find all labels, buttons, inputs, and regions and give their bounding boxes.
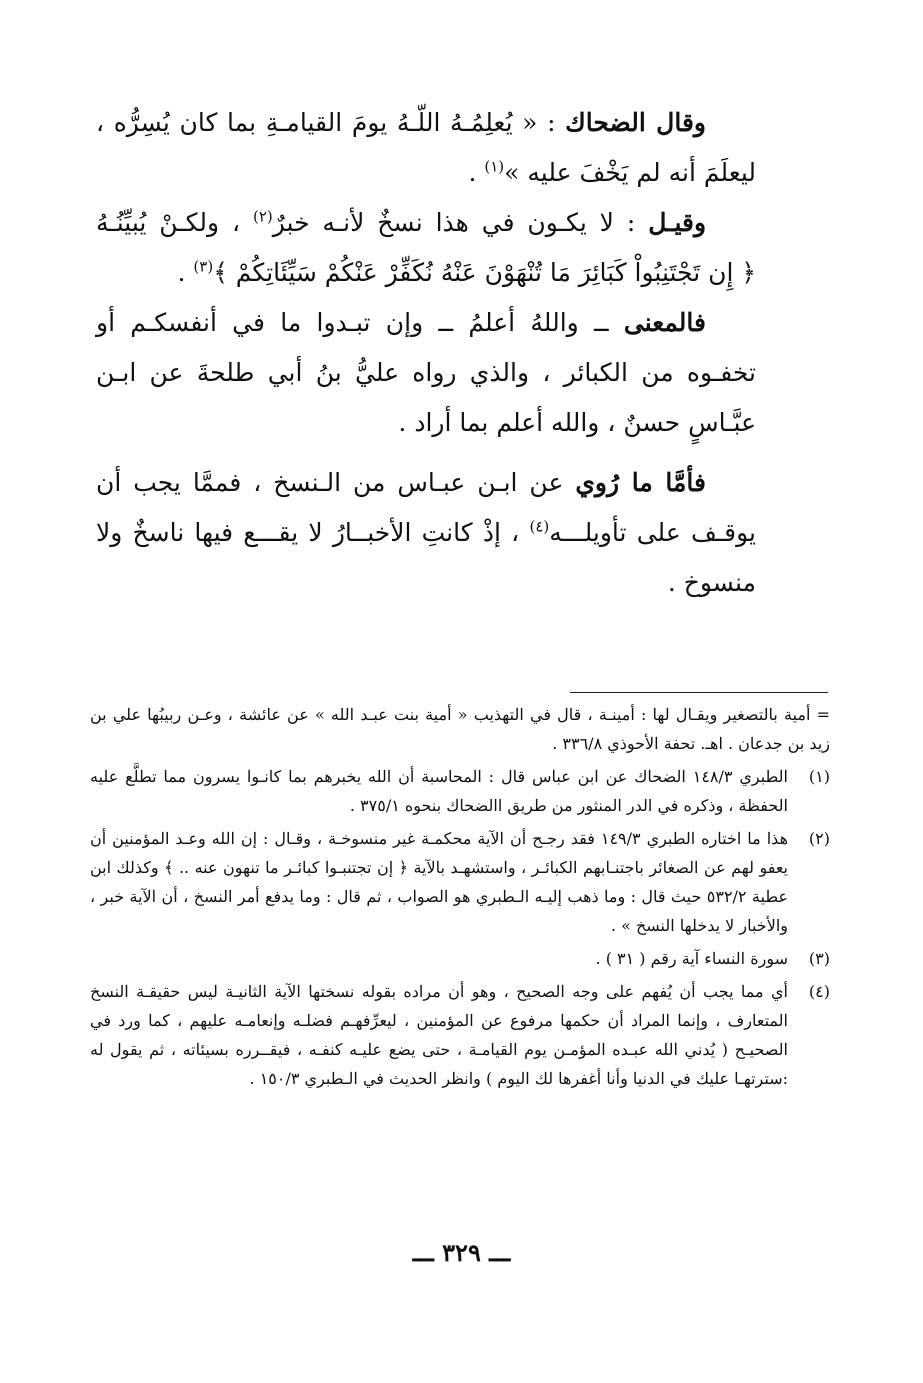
paragraph-4-tail: ، إذْ كانتِ الأخبــارُ لا يقـــع فيها ناسخٌ ولا منسوخ . <box>96 518 756 597</box>
footnote-2-number: (٢) <box>808 829 830 848</box>
footnote-3-text: سورة النساء آية رقم ( ٣١ ) . <box>595 949 788 968</box>
paragraph-4-lead: فأمَّا ما رُوي <box>575 468 706 497</box>
footnote-2 <box>90 824 830 940</box>
paragraph-1 <box>96 98 756 198</box>
footnote-3 <box>90 944 830 973</box>
paragraph-1-lead: وقال الضحاك <box>565 108 706 137</box>
main-text <box>96 98 756 608</box>
footnote-ref-4: (٤) <box>529 517 550 536</box>
paragraph-2-text-2: ، ولكـنْ يُبيِّنُـهُ <box>96 208 253 237</box>
footnote-1-text: الطبري ١٤٨/٣ الضحاك عن ابن عباس قال : المحاسبة أن الله يخبرهم بما كانـوا يسرون مما تطلَّع عليه الحفظة ، وذكره في الدر المنثور من طريق االضحاك بنحوه ٣٧٥/١ . <box>90 767 788 815</box>
footnote-ref-3: (٣) <box>193 257 214 276</box>
paragraph-3 <box>96 298 756 448</box>
paragraph-2 <box>96 198 756 298</box>
footnote-continuation <box>90 700 830 758</box>
paragraph-2-tail: . <box>177 258 194 287</box>
footnote-continuation-text: = أمية بالتصغير ويقـال لها : أمينـة ، قال في التهذيب « أمية بنت عبـد الله » عن عائشة ، وعـن ربيبُها علي بن زيد بن جدعان . اهـ. تحفة الأحوذي ٣٣٦/٨ . <box>90 705 830 753</box>
footnote-divider <box>570 692 828 693</box>
footnote-4-text: أي مما يجب أن يُفهم على وجه الصحيح ، وهو أن مراده بقوله نسختها الآية الثانيـة ليس حقيقـة النسخ المتعارف ، وإنما المراد أن حكمها مرفوع عن المؤمنين ، ليعرِّفهـم فضلـه وإنعامـه عليهم ، كما ورد في الصحيـح ( يُدني الله عبـده المؤمـن يوم القيامـة ، حتى يضع عليـه كنفـه ، فيقــرره بسيئاته ، ثم يقول له :سترتهـا عليك في الدنيا وأنا أغفرها لك اليوم ) وانظر الحديث في الـطبري ١٥٠/٣ . <box>90 982 788 1088</box>
footnote-ref-1: (١) <box>484 157 505 176</box>
quran-verse: ﴿ إِن تَجْتَنِبُواْ كَبَائِرَ مَا تُنْهَوْنَ عَنْهُ نُكَفِّرْ عَنْكُمْ سَيِّئَاتِكُمْ ﴾ <box>213 258 756 287</box>
footnote-4-number: (٤) <box>808 982 830 1001</box>
footnote-1 <box>90 762 830 820</box>
footnote-ref-2: (٢) <box>252 207 273 226</box>
footnotes <box>90 700 830 1093</box>
paragraph-2-text: : لا يكـون في هذا نسخٌ لأنـه خبرٌ <box>272 208 649 237</box>
paragraph-3-lead: فالمعنى <box>623 308 706 337</box>
paragraph-1-tail: . <box>468 158 485 187</box>
page-number: ـــ ٣٢٩ ـــ <box>412 1238 511 1267</box>
paragraph-4 <box>96 458 756 608</box>
footnote-3-number: (٣) <box>808 949 830 968</box>
footnote-2-text: هذا ما اختاره الطبري ١٤٩/٣ فقد رجـح أن الآية محكمـة غير منسوخـة ، وقـال : إن الله وعـد المؤمنين أن يعفو لهم عن الصغائر باجتنـابهم الكبائـر ، واستشهـد بالآية ﴿ إن تجتنبـوا كبائـر ما تنهون عنه .. ﴾ وكذلك ابن عطية ٥٣٢/٢ حيث قال : وما ذهب إليـه الـطبري هو الصواب ، ثم قال : وما يدفع أمر النسخ ، أن الآية خبر ، والأخبار لا يدخلها النسخ » . <box>90 829 789 935</box>
paragraph-2-lead: وقيـل <box>648 208 707 237</box>
paragraph-3-text: ــ واللهُ أعلمُ ــ وإن تبـدوا ما في أنفسكـم أو تخفـوه من الكبائر ، والذي رواه عليُّ بنُ أبي طلحةَ عن ابـن عبَّـاسٍ حسنٌ ، والله أعلم بما أراد . <box>96 308 756 437</box>
paragraph-4-text: عن ابـن عبـاس من الـنسخ ، فممَّا يجب أن يوقـف على تأويلـــه <box>96 468 756 547</box>
footnote-1-number: (١) <box>808 767 830 786</box>
paragraph-1-text: : « يُعلِمُـهُ اللّـهُ يومَ القيامـةِ بما كان يُسِرُّه ، ليعلَمَ أنه لم يَخْفَ عليه » <box>96 108 756 187</box>
footnote-4 <box>90 977 830 1093</box>
